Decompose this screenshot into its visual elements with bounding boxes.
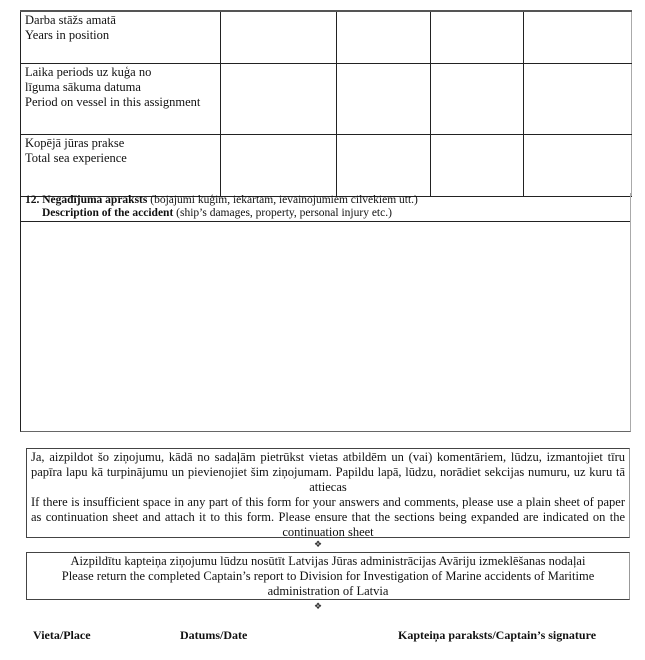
value-cell[interactable] [337, 64, 431, 135]
label-lv: Darba stāžs amatā [25, 13, 116, 27]
return-note-lv: Aizpildītu kapteiņa ziņojumu lūdzu nosūtīt Latvijas Jūras administrācijas Avāriju izmeklēšanas nodaļai [70, 554, 586, 568]
label-en: Period on vessel in this assignment [25, 95, 201, 109]
crew-experience-table [20, 10, 632, 197]
value-cell[interactable] [524, 11, 632, 64]
label-lv-2: līguma sākuma datuma [25, 80, 141, 94]
value-cell[interactable] [221, 11, 337, 64]
section-header [21, 193, 630, 222]
table-row-total-sea-experience [21, 135, 632, 197]
section-subtitle-lv: (bojājumi kuģim, iekārtām, ievainojumiem cilvēkiem utt.) [150, 194, 418, 206]
return-instructions-note [26, 552, 630, 600]
value-cell[interactable] [221, 64, 337, 135]
value-cell[interactable] [221, 135, 337, 197]
value-cell[interactable] [524, 64, 632, 135]
ornament-icon: ❖ [313, 601, 323, 611]
table-row-period-on-vessel [21, 64, 632, 135]
accident-description-section [20, 193, 631, 432]
value-cell[interactable] [337, 11, 431, 64]
value-cell[interactable] [431, 64, 524, 135]
continuation-note-lv: Ja, aizpildot šo ziņojumu, kādā no sadaļām pietrūkst vietas atbildēm un (vai) komentāriem, lūdzu, izmantojiet tīru papīra lapu kā turpinājumu un pievienojiet šim ziņojumam. Papildu lapā, lūdzu, norādiet sekcijas numuru, uz kuru tā attiecas [31, 450, 625, 494]
ornament-icon: ❖ [313, 539, 323, 549]
row-label [21, 64, 221, 135]
continuation-note [26, 448, 630, 538]
continuation-note-en: If there is insufficient space in any part of this form for your answers and comments, please use a plain sheet of paper as continuation sheet and attach it to this form. Please ensure that the sections being expanded are indicated on the continuation sheet [31, 495, 625, 539]
value-cell[interactable] [431, 11, 524, 64]
label-lv: Kopējā jūras prakse [25, 136, 125, 150]
section-title-en: Description of the accident [42, 207, 174, 219]
date-label: Datums/Date [180, 628, 248, 642]
label-en: Total sea experience [25, 151, 127, 165]
section-number: 12. [25, 194, 40, 206]
row-label [21, 135, 221, 197]
section-title-lv: Negadījuma apraksts [42, 194, 148, 206]
value-cell[interactable] [524, 135, 632, 197]
label-en: Years in position [25, 28, 110, 42]
accident-description-field[interactable] [21, 222, 630, 431]
section-subtitle-en: (ship’s damages, property, personal injury etc.) [176, 207, 392, 219]
label-lv: Laika periods uz kuģa no [25, 65, 152, 79]
section-title-en-line [25, 207, 626, 220]
captain-signature-label: Kapteiņa paraksts/Captain’s signature [398, 628, 597, 642]
place-label: Vieta/Place [33, 628, 91, 642]
value-cell[interactable] [337, 135, 431, 197]
value-cell[interactable] [431, 135, 524, 197]
return-note-en: Please return the completed Captain’s report to Division for Investigation of Marine accidents of Maritime administration of Latvia [61, 569, 595, 598]
table-row-years-in-position [21, 11, 632, 64]
row-label [21, 11, 221, 64]
